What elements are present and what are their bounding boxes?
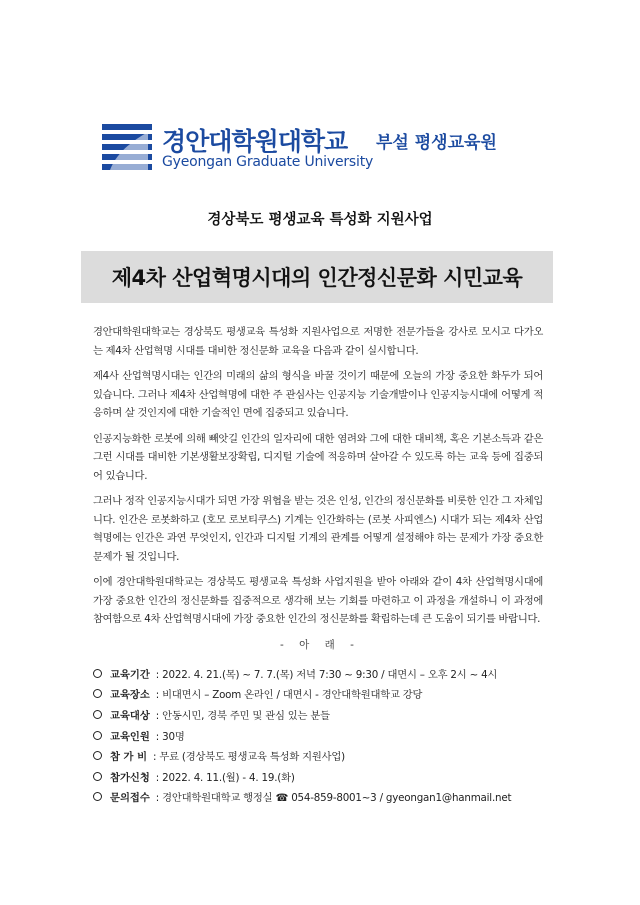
detail-value: : 안동시민, 경북 주민 및 관심 있는 분들 — [155, 709, 330, 722]
circle-bullet-icon — [93, 689, 102, 698]
circle-bullet-icon — [93, 772, 102, 781]
detail-label: 교육장소 — [110, 689, 150, 702]
detail-fee — [93, 745, 553, 766]
detail-value: : 비대면시 – Zoom 온라인 / 대면시 - 경안대학원대학교 강당 — [155, 689, 423, 702]
detail-value: : 2022. 4. 11.(월) - 4. 19.(화) — [155, 771, 295, 784]
circle-bullet-icon — [93, 731, 102, 740]
university-logo — [102, 124, 522, 174]
body-text — [93, 323, 543, 636]
detail-capacity — [93, 725, 553, 746]
university-emblem-icon — [102, 124, 152, 172]
detail-label: 교육대상 — [110, 709, 150, 722]
detail-label: 참가신청 — [110, 771, 150, 784]
title-banner — [81, 251, 553, 303]
circle-bullet-icon — [93, 751, 102, 760]
detail-contact — [93, 787, 553, 808]
detail-registration — [93, 766, 553, 787]
paragraph: 인공지능화한 로봇에 의해 빼앗길 인간의 일자리에 대한 염려와 그에 대한 대비책, 혹은 기본소득과 같은 그런 시대를 대비한 기본생활보장확립, 디지털 기술에 적응하며 살아갈 수 있도록 하는 교육 등에 집중되어 있습니다. — [93, 432, 543, 482]
notice-heading: - 아 래 - — [280, 639, 360, 651]
circle-bullet-icon — [93, 669, 102, 678]
circle-bullet-icon — [93, 792, 102, 801]
details-list — [93, 663, 553, 807]
detail-period — [93, 663, 553, 684]
detail-value: : 경안대학원대학교 행정실 ☎ 054-859-8001~3 / gyeongan1@hanmail.net — [155, 792, 512, 805]
department-name: 부설 평생교육원 — [376, 133, 497, 153]
detail-venue — [93, 684, 553, 705]
detail-label: 교육인원 — [110, 730, 150, 743]
detail-value: : 2022. 4. 21.(목) ~ 7. 7.(목) 저녁 7:30 ~ 9:30 / 대면시 – 오후 2시 ~ 4시 — [155, 668, 498, 681]
program-name: 경상북도 평생교육 특성화 지원사업 — [207, 212, 433, 228]
paragraph: 그러나 정작 인공지능시대가 되면 가장 위협을 받는 것은 인성, 인간의 정신문화를 비롯한 인간 그 자체입니다. 인간은 로봇화하고 (호모 로보티쿠스) 기계는 인간화하는 (로봇 사피엔스) 시대가 되는 제4차 산업혁명에는 인간은 과연 무엇인지, 인간과 디지털 기계의 관계를 어떻게 설정해야 하는 문제가 가장 중요한 문제가 될 것입니다. — [93, 495, 543, 563]
detail-label: 문의접수 — [110, 792, 150, 805]
detail-label: 교육기간 — [110, 668, 150, 681]
detail-audience — [93, 704, 553, 725]
document-title: 제4차 산업혁명시대의 인간정신문화 시민교육 — [111, 266, 523, 290]
paragraph: 이에 경안대학원대학교는 경상북도 평생교육 특성화 사업지원을 받아 아래와 같이 4차 산업혁명시대에 가장 중요한 인간의 정신문화를 집중적으로 생각해 보는 기회를 마련하고 이 과정을 개설하니 이 과정에 참여함으로 4차 산업혁명시대에 가장 중요한 인간의 정신문화를 확립하는데 큰 도움이 되기를 바랍니다. — [93, 576, 543, 625]
detail-value: : 무료 (경상북도 평생교육 특성화 지원사업) — [153, 751, 345, 764]
detail-label: 참 가 비 — [110, 751, 148, 764]
paragraph: 경안대학원대학교는 경상북도 평생교육 특성화 지원사업으로 저명한 전문가들을 강사로 모시고 다가오는 제4차 산업혁명 시대를 대비한 정신문화 교육을 다음과 같이 실시합니다. — [93, 326, 543, 357]
detail-value: : 30명 — [155, 730, 185, 743]
institution-name-ko: 경안대학원대학교 — [162, 127, 348, 156]
paragraph: 제4사 산업혁명시대는 인간의 미래의 삶의 형식을 바꿀 것이기 때문에 오늘의 가장 중요한 화두가 되어 있습니다. 그러나 제4차 산업혁명에 대한 주 관심사는 인공지능 기술개발이나 인공지능시대에 어떻게 적응하며 살 것인지에 대한 기술적인 면에 집중되고 있습니다. — [93, 370, 543, 419]
circle-bullet-icon — [93, 710, 102, 719]
institution-name-en: Gyeongan Graduate University — [162, 154, 374, 170]
